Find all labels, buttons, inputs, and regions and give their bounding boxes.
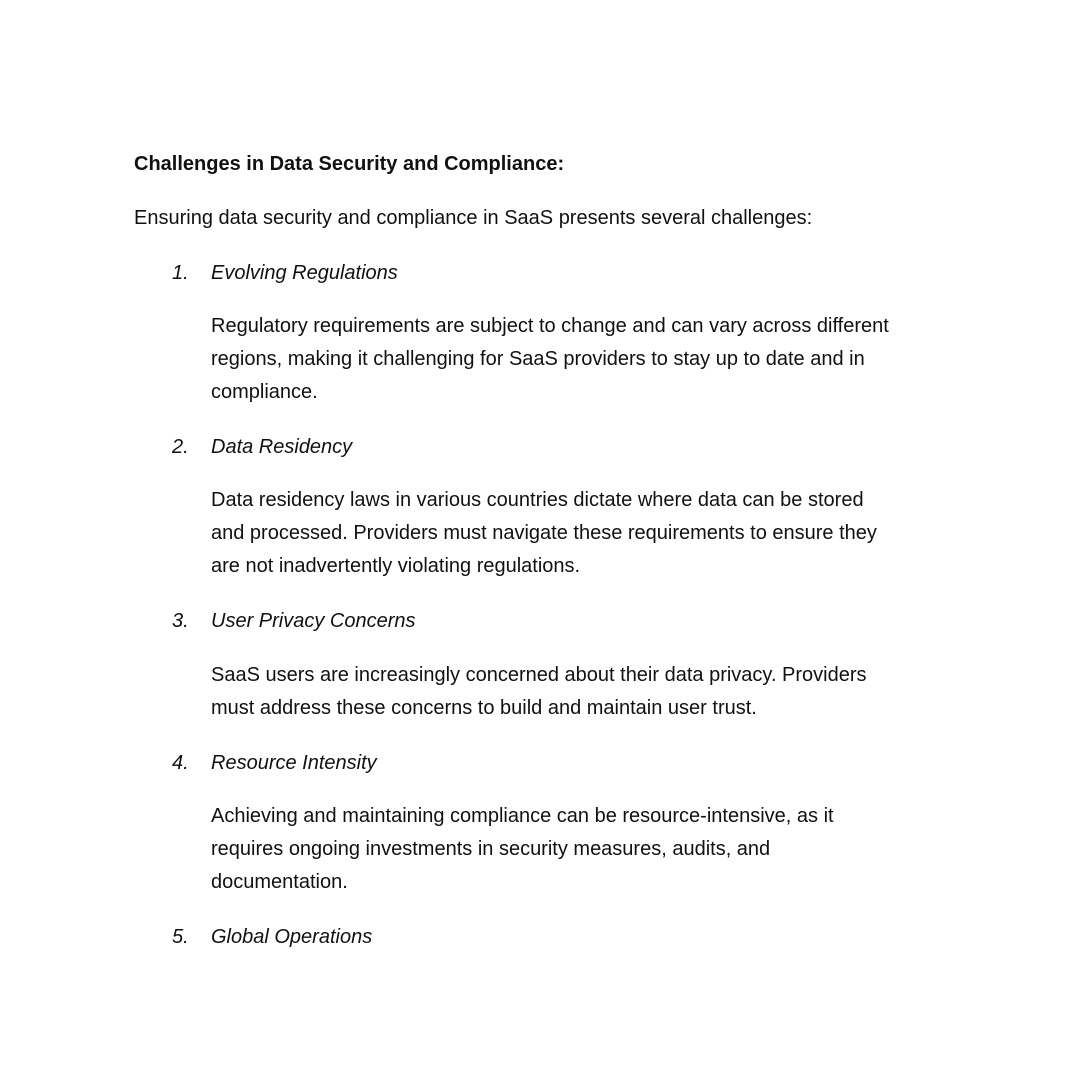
- body-line: must address these concerns to build and maintain user trust.: [211, 697, 757, 719]
- list-item-body: [211, 310, 951, 409]
- list-item-number: 4.: [172, 752, 189, 774]
- body-line: compliance.: [211, 381, 318, 403]
- list-item-body: [211, 659, 951, 725]
- list-item-title: Evolving Regulations: [211, 262, 398, 284]
- list-item-title: Global Operations: [211, 926, 373, 948]
- list-item-number: 2.: [172, 436, 189, 458]
- body-line: Data residency laws in various countries dictate where data can be stored: [211, 489, 864, 511]
- body-line: Regulatory requirements are subject to change and can vary across different: [211, 315, 889, 337]
- intro-paragraph: Ensuring data security and compliance in SaaS presents several challenges:: [134, 207, 813, 229]
- list-item-title: Resource Intensity: [211, 752, 377, 774]
- list-item-number: 5.: [172, 926, 189, 948]
- body-line: requires ongoing investments in security measures, audits, and: [211, 838, 771, 860]
- section-heading: Challenges in Data Security and Compliance:: [134, 153, 565, 175]
- body-line: and processed. Providers must navigate these requirements to ensure they: [211, 522, 877, 544]
- body-line: documentation.: [211, 871, 348, 893]
- list-item-body: [211, 800, 951, 899]
- list-item-number: 3.: [172, 610, 189, 632]
- list-item-number: 1.: [172, 262, 189, 284]
- list-item-title: Data Residency: [211, 436, 353, 458]
- body-line: Achieving and maintaining compliance can be resource-intensive, as it: [211, 805, 834, 827]
- list-item-title: User Privacy Concerns: [211, 610, 416, 632]
- list-item-body: [211, 484, 951, 583]
- body-line: SaaS users are increasingly concerned about their data privacy. Providers: [211, 664, 867, 686]
- body-line: regions, making it challenging for SaaS providers to stay up to date and in: [211, 348, 865, 370]
- body-line: are not inadvertently violating regulations.: [211, 555, 581, 577]
